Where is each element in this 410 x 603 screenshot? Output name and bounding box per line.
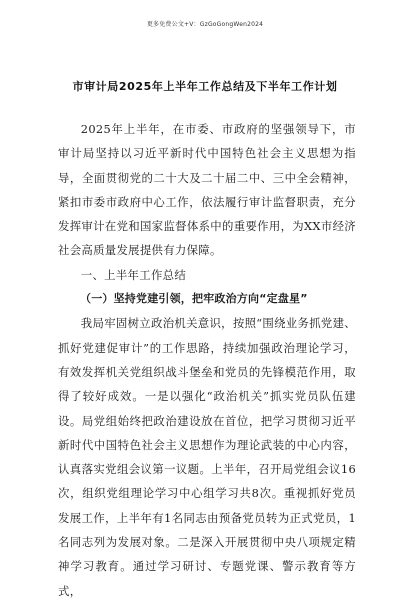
document-body: [58, 117, 356, 603]
section-heading: 一、上半年工作总结: [80, 267, 187, 282]
header-note: 更多免费公文+V：GzGoGongWen2024: [146, 21, 264, 28]
subsection-heading: （一）坚持党建引领，把牢政治方向“定盘星”: [80, 292, 308, 306]
body-paragraph: 我局牢固树立政治机关意识，按照“围绕业务抓党建、抓好党建促审计”的工作思路，持续加强政治理论学习，有效发挥机关党组织战斗堡垒和党员的先锋模范作用，取得了较好成效。一是以强化“政治机关”抓实党员队伍建设。局党组始终把政治建设放在首位，把学习贯彻习近平新时代中国特色社会主义思想作为理论武装的中心内容，认真落实党组会议第一议题。上半年，召开局党组会议16次，组织党组理论学习中心组学习共8次。重视抓好党员发展工作，上半年有1名同志由预备党员转为正式党员，1名同志列为发展对象。二是深入开展贯彻中央八项规定精神学习教育。通过学习研讨、专题党课、警示教育等方式，: [58, 316, 356, 598]
intro-paragraph: 2025年上半年，在市委、市政府的坚强领导下，市审计局坚持以习近平新时代中国特色社会主义思想为指导，全面贯彻党的二十大及二十届二中、三中全会精神，紧扣市委市政府中心工作，依法履行审计监督职责，充分发挥审计在党和国家监督体系中的重要作用，为XX市经济社会高质量发展提供有力保障。: [58, 122, 356, 258]
document-title: 市审计局2025年上半年工作总结及下半年工作计划: [72, 80, 338, 93]
